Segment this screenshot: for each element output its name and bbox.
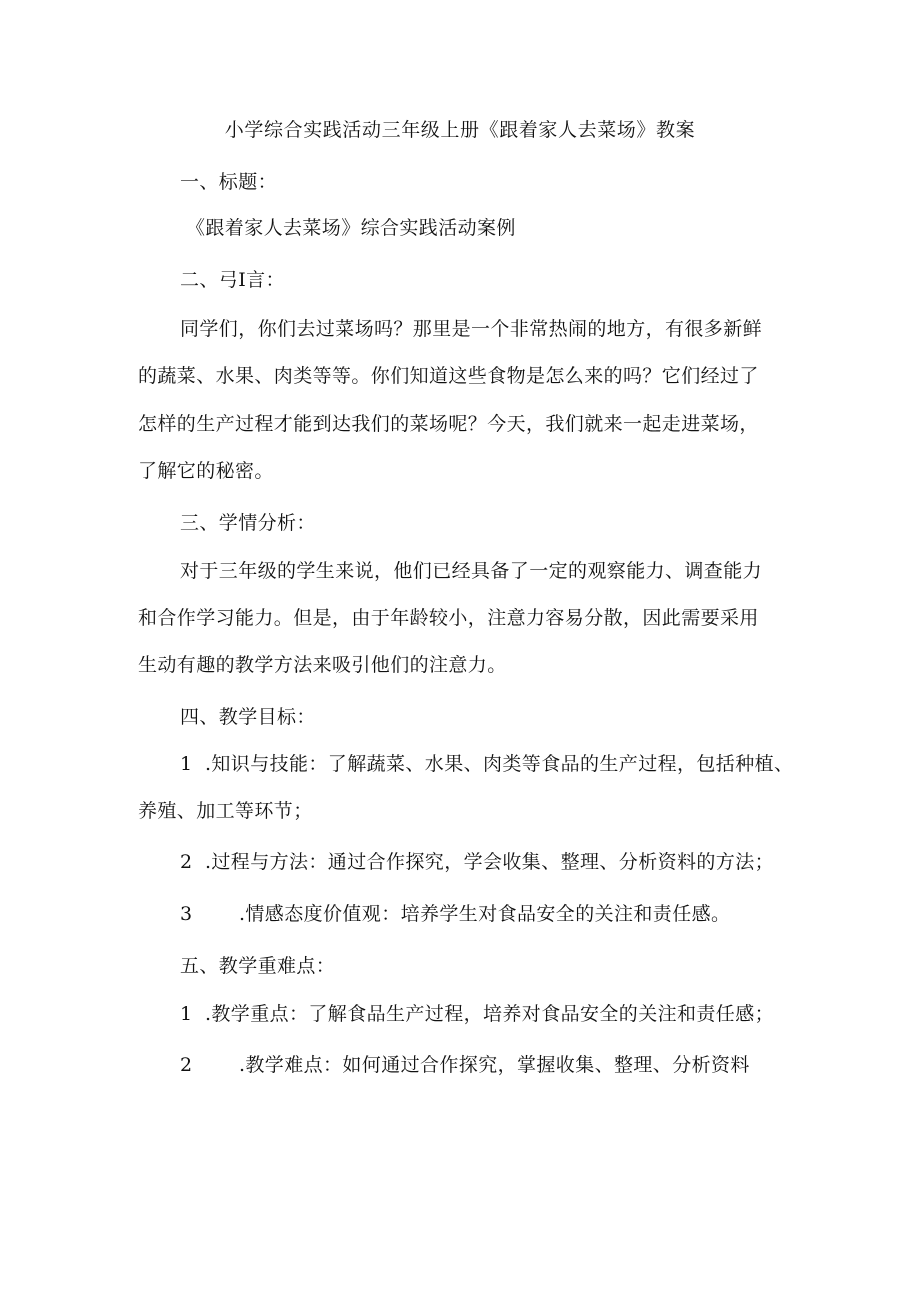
item-text: .教学重点：了解食品生产过程，培养对食品安全的关注和责任感； xyxy=(204,1003,774,1025)
item-text: .过程与方法：通过合作探究，学会收集、整理、分析资料的方法； xyxy=(204,851,774,873)
item-number: 2 xyxy=(180,1054,193,1076)
objective-item-1-continued: 养殖、加工等环节； xyxy=(138,800,313,822)
key-point-item-1 xyxy=(180,1000,774,1028)
section-5-heading: 五、教学重难点： xyxy=(180,955,336,977)
section-2-paragraph-line: 了解它的秘密。 xyxy=(138,460,274,482)
section-2-paragraph-line: 怎样的生产过程才能到达我们的菜场呢？今天，我们就来一起走进菜场， xyxy=(138,413,759,435)
section-2-heading: 二、弓I言： xyxy=(180,269,285,291)
item-number: 1 xyxy=(180,753,193,775)
key-point-item-2 xyxy=(180,1051,750,1079)
section-3-paragraph-line: 对于三年级的学生来说，他们已经具备了一定的观察能力、调查能力 xyxy=(180,560,763,582)
item-text: .教学难点：如何通过合作探究，掌握收集、整理、分析资料 xyxy=(238,1054,750,1076)
item-text: .知识与技能：了解蔬菜、水果、肉类等食品的生产过程，包括种植、 xyxy=(204,753,794,775)
item-text: .情感态度价值观：培养学生对食品安全的关注和责任感。 xyxy=(238,903,731,925)
section-1-text: 《跟着家人去菜场》综合实践活动案例 xyxy=(186,217,516,239)
section-1-heading: 一、标题： xyxy=(180,171,278,193)
section-2-paragraph-line: 的蔬菜、水果、肉类等等。你们知道这些食物是怎么来的吗？它们经过了 xyxy=(138,365,759,387)
section-2-paragraph-line: 同学们，你们去过菜场吗？那里是一个非常热闹的地方，有很多新鲜 xyxy=(180,318,763,340)
item-number: 2 xyxy=(180,851,193,873)
section-3-paragraph-line: 和合作学习能力。但是，由于年龄较小，注意力容易分散，因此需要采用 xyxy=(138,607,759,629)
objective-item-3 xyxy=(180,900,730,928)
section-4-heading: 四、教学目标： xyxy=(180,706,316,728)
document-title: 小学综合实践活动三年级上册《跟着家人去菜场》教案 xyxy=(224,119,696,141)
item-number: 3 xyxy=(180,903,193,925)
objective-item-2 xyxy=(180,848,774,876)
objective-item-1 xyxy=(180,750,793,778)
section-3-heading: 三、学情分析： xyxy=(180,512,316,534)
section-3-paragraph-line: 生动有趣的教学方法来吸引他们的注意力。 xyxy=(138,654,507,676)
item-number: 1 xyxy=(180,1003,193,1025)
